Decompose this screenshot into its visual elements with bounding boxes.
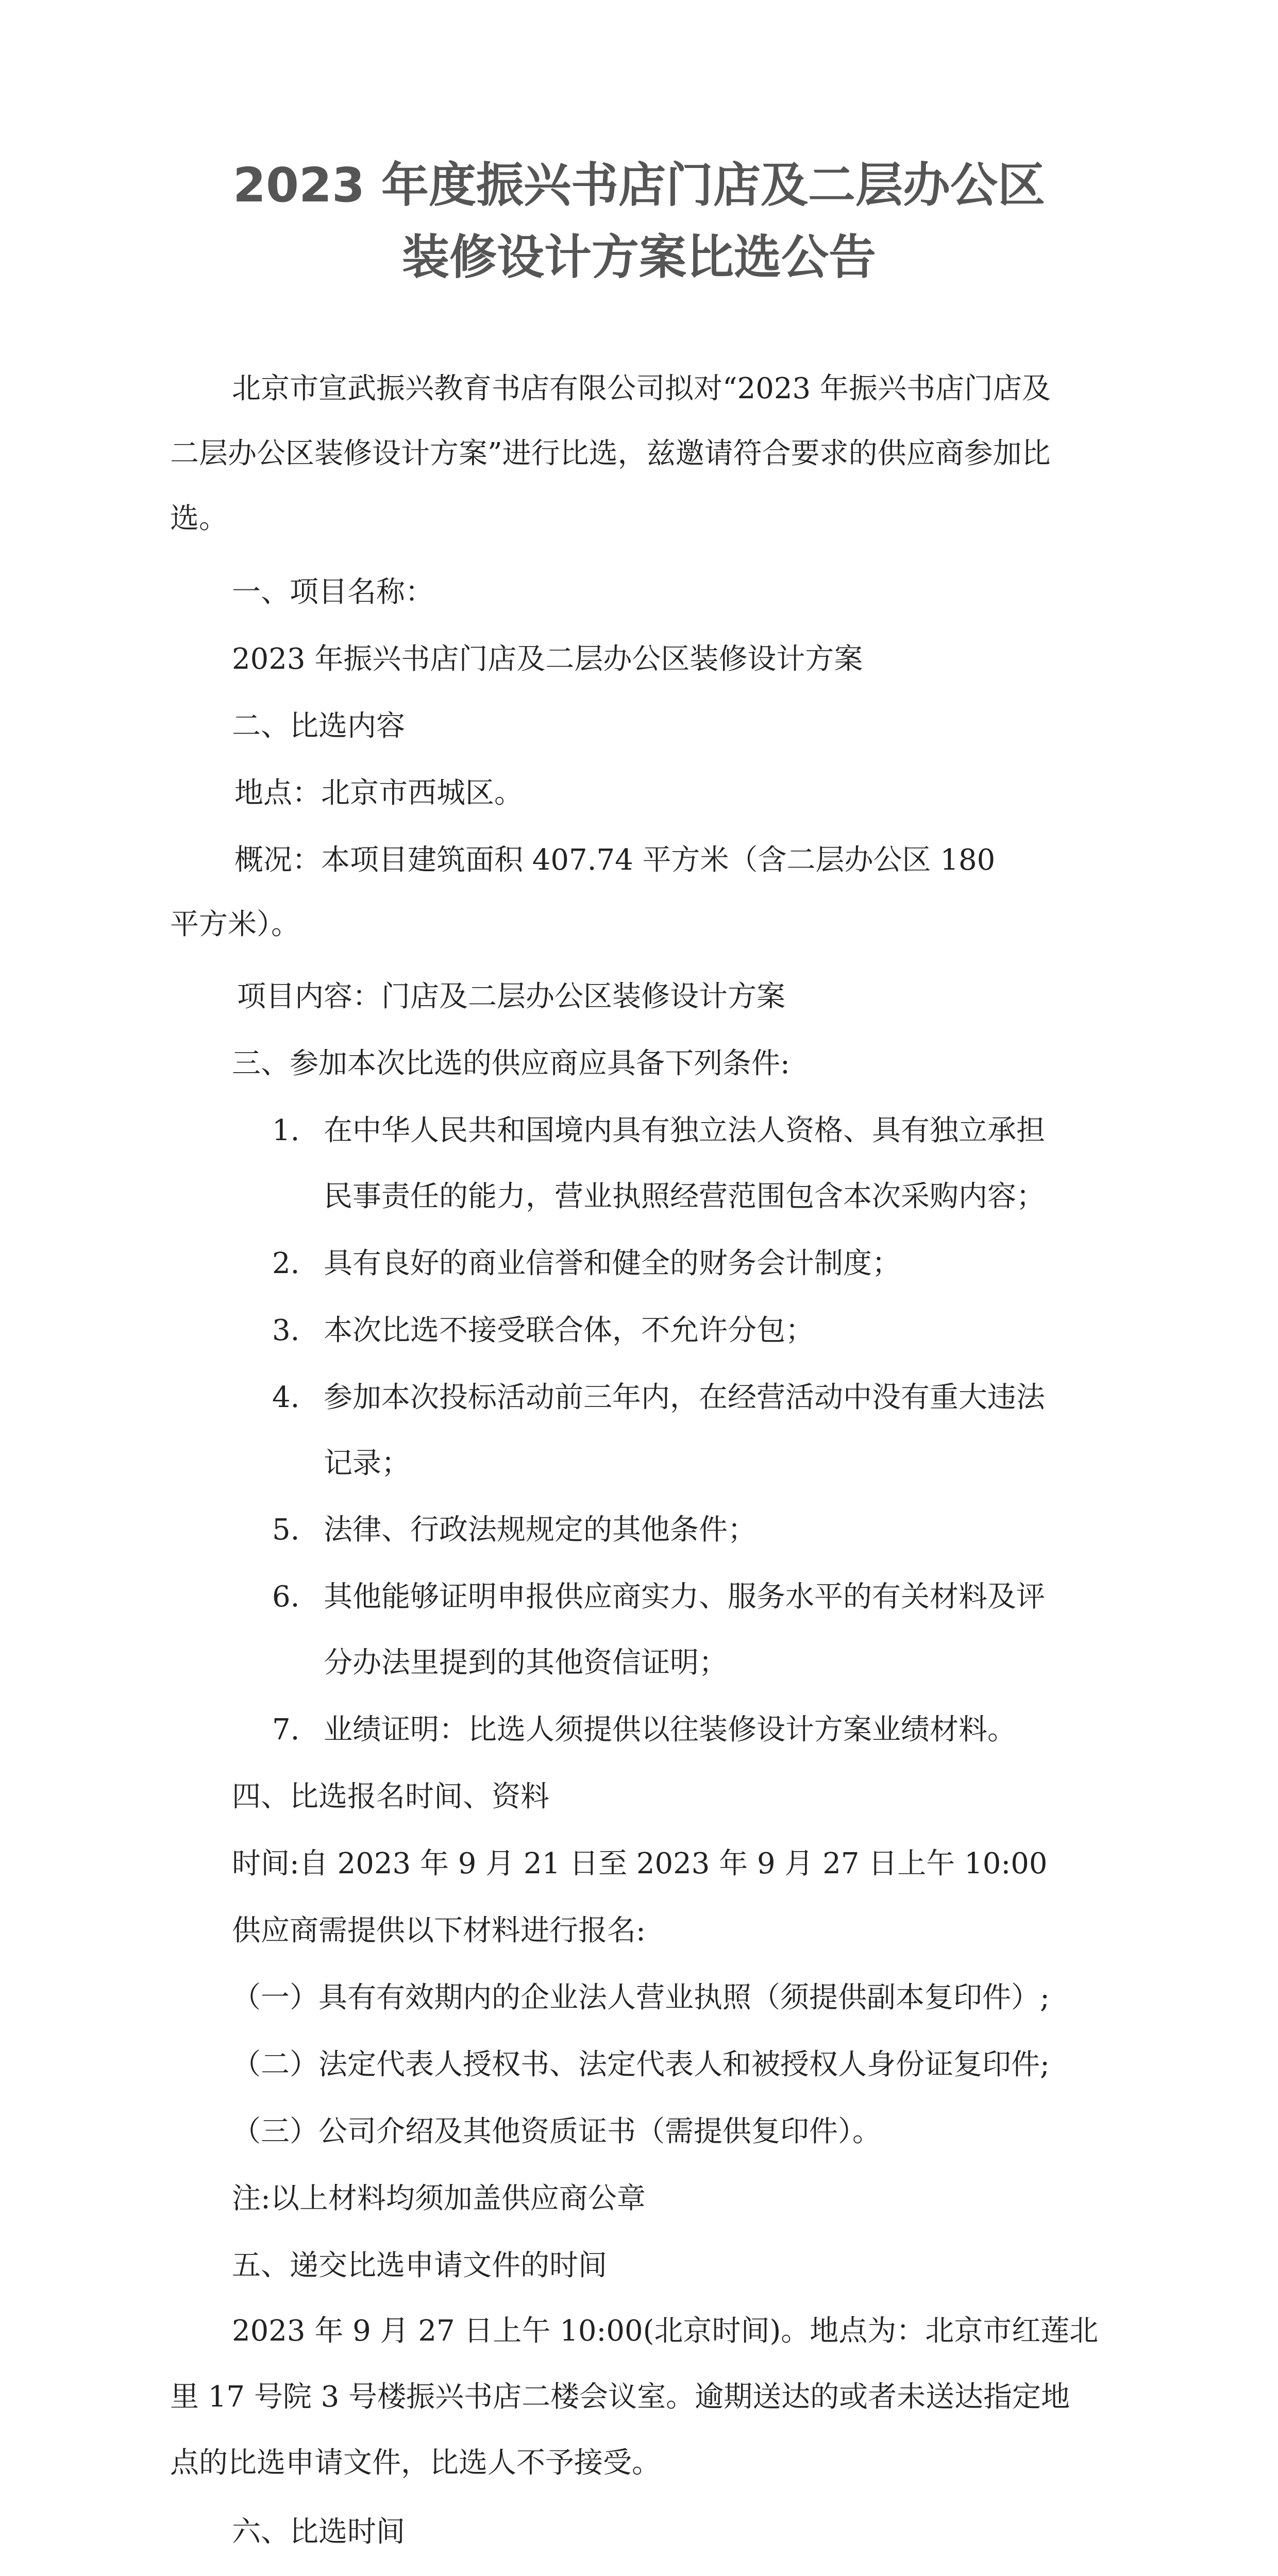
condition-5-number: 5.: [272, 1513, 300, 1547]
condition-6-number: 6.: [272, 1580, 300, 1614]
section-4-heading: 四、比选报名时间、资料: [232, 1780, 549, 1814]
intro-line-3: 选。: [170, 502, 228, 535]
condition-3-line-1: 本次比选不接受联合体，不允许分包；: [324, 1314, 814, 1347]
condition-4-line-2: 记录；: [324, 1447, 410, 1480]
condition-2-number: 2.: [272, 1247, 300, 1280]
section-5-heading: 五、递交比选申请文件的时间: [232, 2249, 607, 2282]
section-5-line-1: 2023 年 9 月 27 日上午 10:00(北京时间)。地点为：北京市红莲北: [232, 2314, 1099, 2348]
section-2-location: 地点：北京市西城区。: [234, 776, 523, 810]
document-title-line-2: 装修设计方案比选公告: [401, 230, 876, 285]
section-5-line-3: 点的比选申请文件，比选人不予接受。: [170, 2446, 661, 2480]
condition-2-line-1: 具有良好的商业信誉和健全的财务会计制度；: [324, 1247, 901, 1280]
section-5-line-2: 里 17 号院 3 号楼振兴书店二楼会议室。逾期送达的或者未送达指定地: [170, 2380, 1070, 2414]
material-item-3: （三）公司介绍及其他资质证书（需提供复印件）。: [232, 2115, 881, 2148]
section-3-heading: 三、参加本次比选的供应商应具备下列条件:: [232, 1047, 790, 1080]
section-1-heading: 一、项目名称：: [232, 575, 434, 609]
section-2-project: 项目内容：门店及二层办公区装修设计方案: [237, 980, 785, 1013]
condition-6-line-2: 分办法里提到的其他资信证明；: [324, 1646, 728, 1680]
section-4-materials-intro: 供应商需提供以下材料进行报名:: [232, 1914, 646, 1947]
material-item-2: （二）法定代表人授权书、法定代表人和被授权人身份证复印件;: [232, 2048, 1050, 2081]
section-4-note: 注:以上材料均须加盖供应商公章: [232, 2182, 646, 2215]
condition-7-line-1: 业绩证明：比选人须提供以往装修设计方案业绩材料。: [324, 1713, 1016, 1747]
section-1-content: 2023 年振兴书店门店及二层办公区装修设计方案: [232, 642, 863, 676]
section-2-overview-line-2: 平方米）。: [170, 908, 300, 941]
condition-1-line-1: 在中华人民共和国境内具有独立法人资格、具有独立承担: [324, 1114, 1045, 1147]
condition-6-line-1: 其他能够证明申报供应商实力、服务水平的有关材料及评: [324, 1580, 1045, 1614]
condition-4-line-1: 参加本次投标活动前三年内，在经营活动中没有重大违法: [324, 1381, 1045, 1414]
section-6-heading: 六、比选时间: [232, 2515, 405, 2549]
condition-7-number: 7.: [272, 1713, 300, 1747]
condition-1-number: 1.: [272, 1114, 300, 1147]
material-item-1: （一）具有有效期内的企业法人营业执照（须提供副本复印件）;: [232, 1981, 1050, 2014]
condition-3-number: 3.: [272, 1314, 300, 1347]
section-2-heading: 二、比选内容: [232, 709, 405, 743]
condition-5-line-1: 法律、行政法规规定的其他条件；: [324, 1513, 756, 1547]
section-2-overview-line-1: 概况：本项目建筑面积 407.74 平方米（含二层办公区 180: [234, 843, 996, 877]
condition-4-number: 4.: [272, 1381, 300, 1414]
document-title-line-1: 2023 年度振兴书店门店及二层办公区: [232, 158, 1046, 213]
intro-line-1: 北京市宣武振兴教育书店有限公司拟对“2023 年振兴书店门店及: [232, 372, 1051, 405]
intro-line-2: 二层办公区装修设计方案”进行比选，兹邀请符合要求的供应商参加比: [170, 437, 1051, 470]
condition-1-line-2: 民事责任的能力，营业执照经营范围包含本次采购内容；: [324, 1180, 1045, 1213]
section-4-time: 时间:自 2023 年 9 月 21 日至 2023 年 9 月 27 日上午 10:00: [232, 1847, 1048, 1880]
